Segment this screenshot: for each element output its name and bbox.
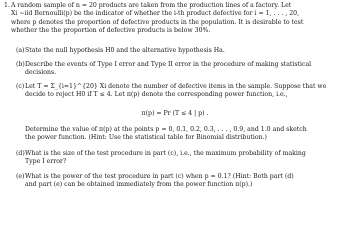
part-d: [16, 150, 344, 167]
question-number: 1.: [4, 2, 10, 9]
part-c: [16, 83, 344, 100]
part-a-label: (a): [16, 47, 25, 54]
part-c-continued: [16, 126, 344, 143]
question-intro-line-1: [4, 2, 344, 10]
part-e-text-2: and part (e) can be obtained immediately from the power function π(p).): [25, 181, 253, 189]
part-e-label: (e): [16, 173, 25, 180]
question-intro: [4, 2, 344, 36]
intro-text-2: Xi ~iid Bernoulli(p) be the indicator of whether the i-th product defective for i = 1, . . . , 20,: [11, 10, 300, 18]
power-function-formula: π(p) = Pr (T ≤ 4 | p) .: [141, 110, 209, 117]
part-e: [16, 173, 344, 190]
intro-text-3: where p denotes the proportion of defective products in the population. It is desirable to test: [11, 18, 304, 26]
part-c-label: (c): [16, 83, 25, 90]
part-b-text-2: decisions.: [25, 69, 57, 77]
part-c-text-1: Let T = Σ_{i=1}^{20} Xi denote the number of defective items in the sample. Suppose that we: [25, 83, 327, 90]
part-b-label: (b): [16, 61, 25, 68]
intro-text-4: whether the the proportion of defective products is below 30%.: [11, 27, 211, 35]
part-d-text-2: Type I error?: [25, 158, 67, 166]
part-e-text-1: What is the power of the test procedure in part (c) when p = 0.1? (Hint: Both part (d): [25, 173, 294, 180]
part-d-label: (d): [16, 150, 25, 157]
part-c-text-3: Determine the value of π(p) at the points p = 0, 0.1, 0.2, 0.3, . . . , 0.9, and 1.0 and sketch: [25, 126, 307, 133]
part-a: [16, 47, 344, 55]
part-b-text-1: Describe the events of Type I error and Type II error in the procedure of making statistical: [25, 61, 312, 68]
part-a-text: State the null hypothesis H0 and the alternative hypothesis Ha.: [25, 47, 225, 54]
part-c-text-4: the power function. (Hint: Use the statistical table for Binomial distribution.): [25, 134, 267, 142]
part-c-text-2: decide to reject H0 if T ≤ 4. Let π(p) denote the corresponding power function, i.e.,: [25, 91, 288, 99]
part-b: [16, 61, 344, 78]
intro-text-1: A random sample of n = 20 products are taken from the production lines of a factory. Let: [11, 2, 292, 9]
part-d-text-1: What is the size of the test procedure in part (c), i.e., the maximum probability of making: [25, 150, 306, 157]
